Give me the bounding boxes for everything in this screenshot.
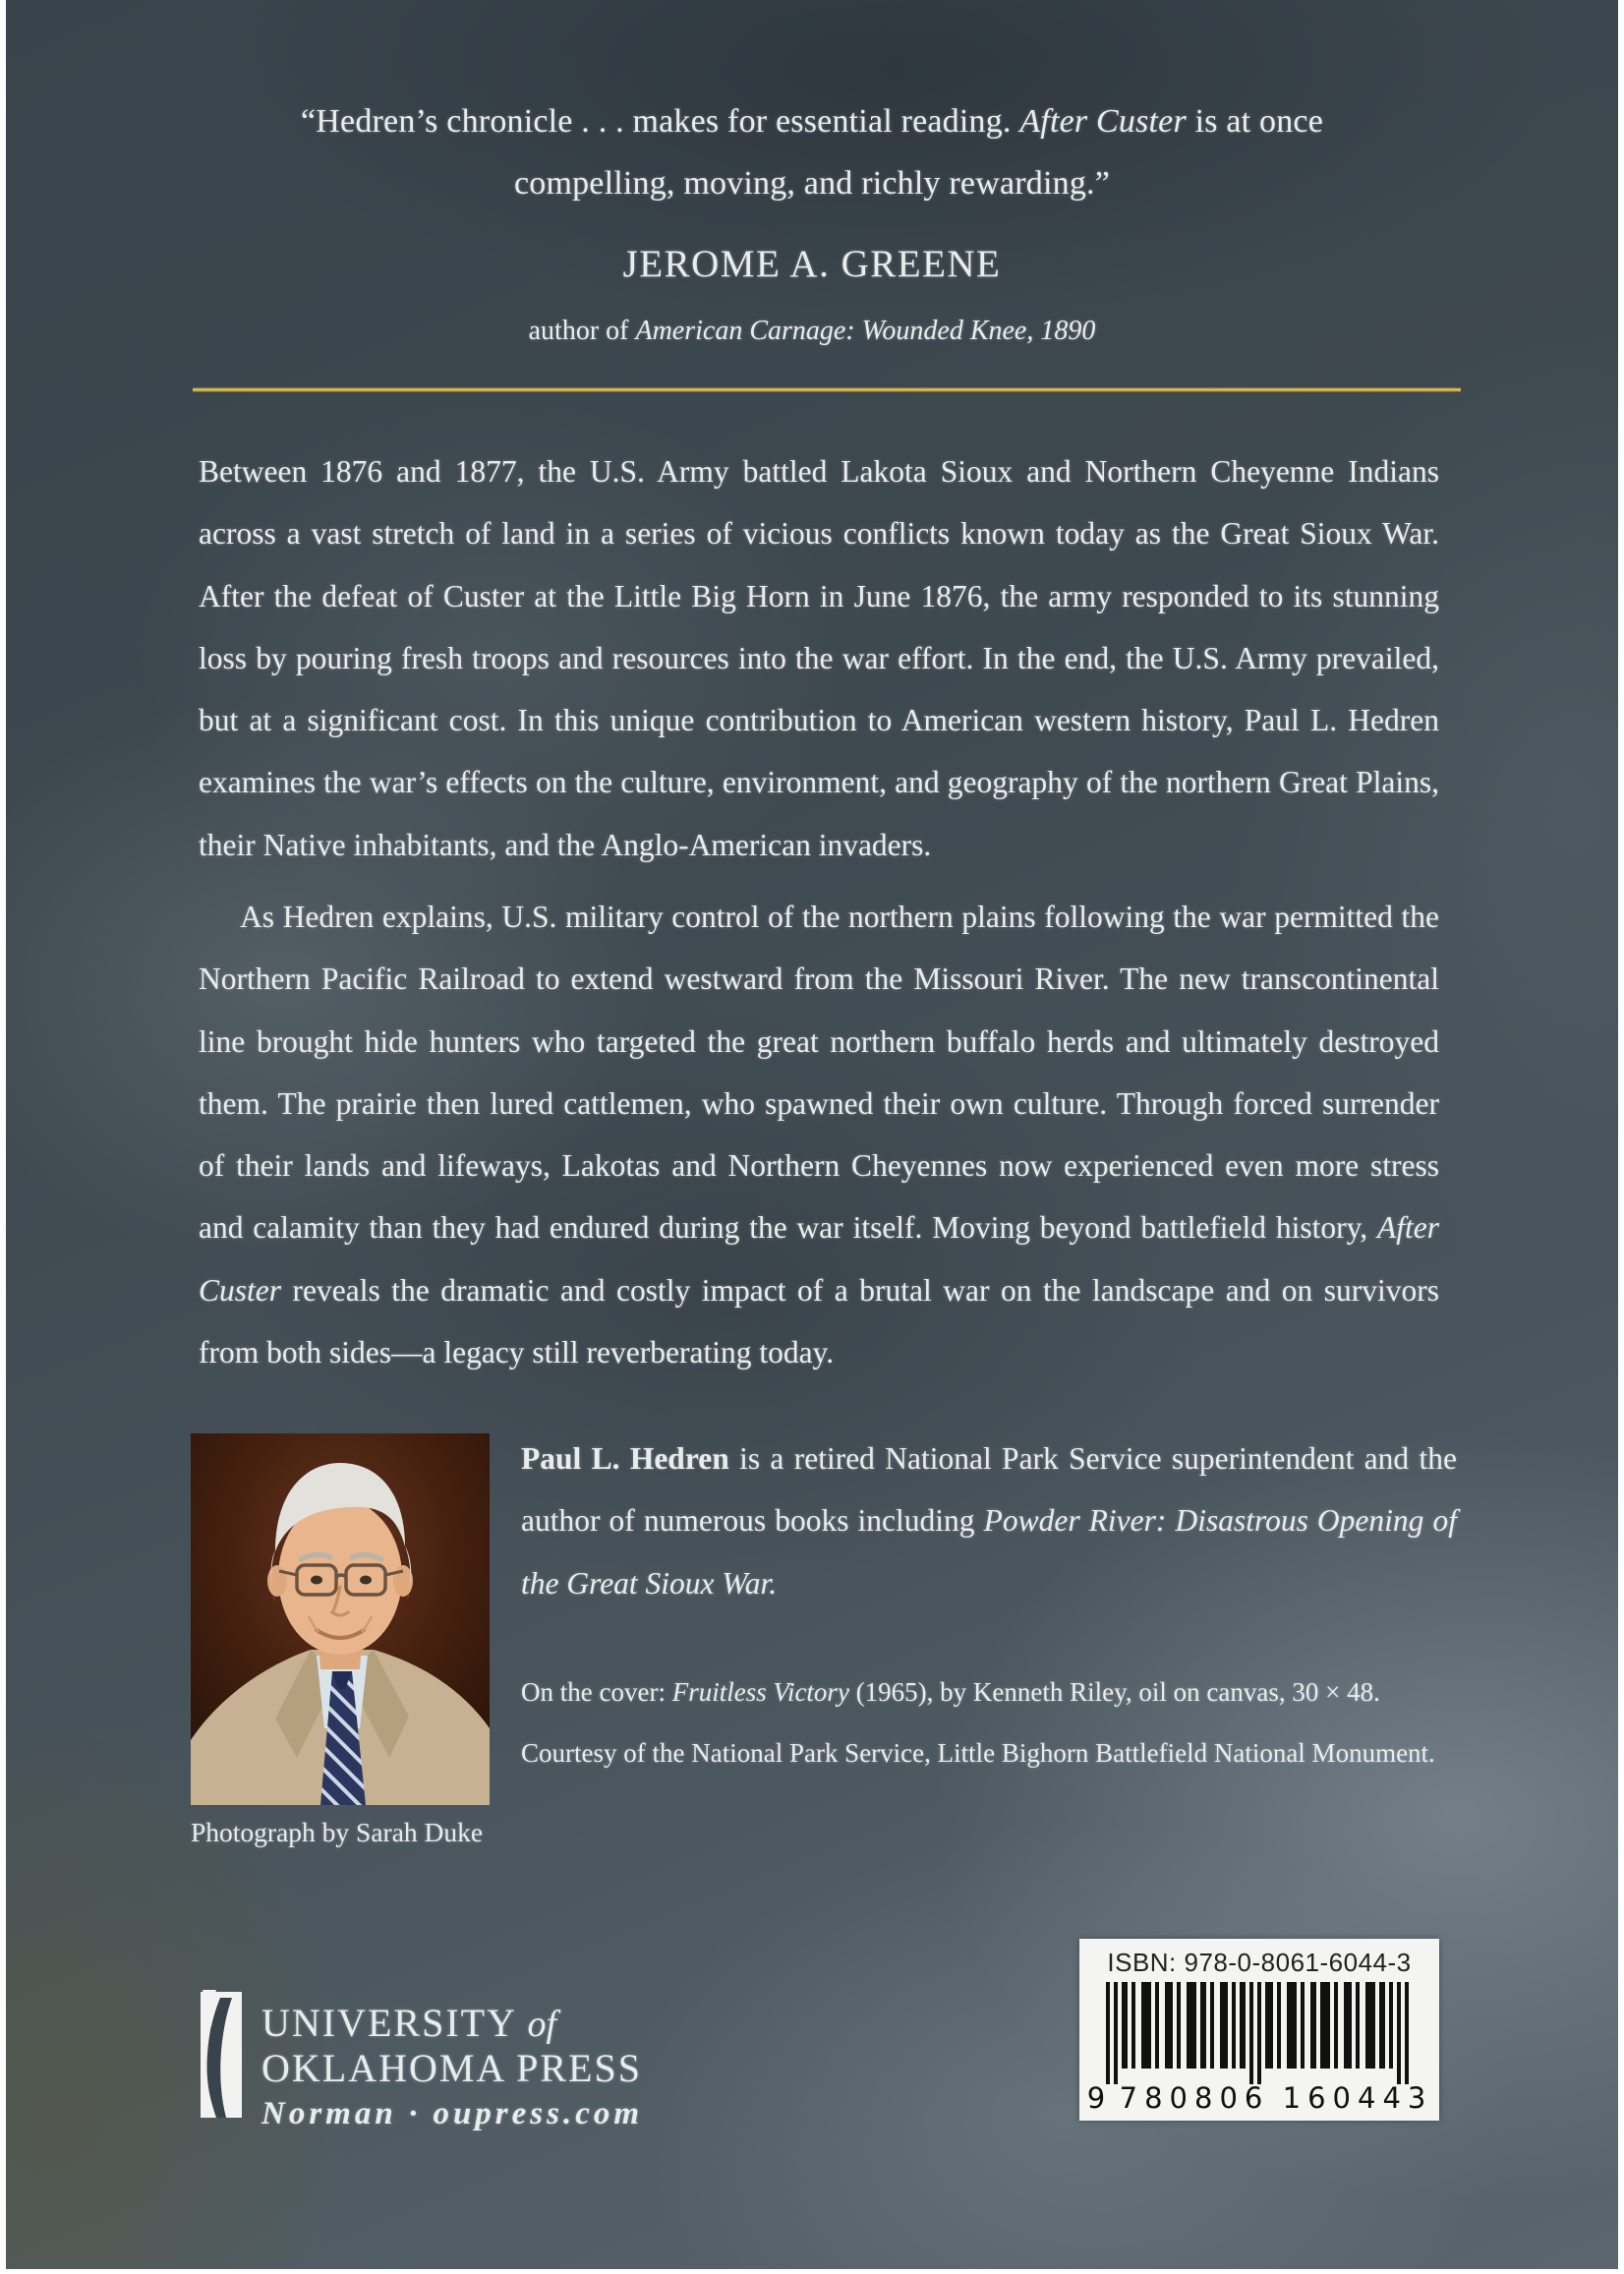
author-bio: [521, 1428, 1457, 1614]
barcode-bars: [1097, 1982, 1421, 2084]
barcode-digits-mid: 780806: [1119, 2081, 1270, 2115]
bio-book-title: Powder River: Disastrous Opening of the Great Sioux War.: [521, 1503, 1457, 1601]
review-quote: [232, 90, 1392, 214]
cover-art-note: [521, 1662, 1473, 1783]
isbn-barcode: [1079, 1939, 1439, 2121]
isbn-number: ISBN: 978-0-8061-6044-3: [1107, 1948, 1412, 1977]
publisher-city-url: Norman · oupress.com: [261, 2096, 644, 2131]
paragraph2-book-title: After Custer: [199, 1210, 1439, 1308]
publisher-of: of: [527, 2004, 557, 2045]
author-name: Paul L. Hedren: [521, 1441, 729, 1476]
publisher-name-line2: OKLAHOMA PRESS: [261, 2046, 642, 2090]
description-paragraph-2: [199, 886, 1439, 1383]
credit-prefix: author of: [528, 316, 636, 346]
description-paragraph-1: Between 1876 and 1877, the U.S. Army battled Lakota Sioux and Northern Cheyenne Indians across a vast stretch of land in a series of vicious conflicts known today as the Great Sioux War. After the defeat of Custer at the Little Big Horn in June 1876, the army responded to its stunning loss by pouring fresh troops and resources into the war effort. In the end, the U.S. Army prevailed, but at a significant cost. In this unique contribution to American western history, Paul L. Hedren examines the war’s effects on the culture, environment, and geography of the northern Great Plains, their Native inhabitants, and the Anglo-American invaders.: [199, 454, 1439, 862]
quote-text-end: is at once compelling, moving, and richly rewarding.”: [513, 103, 1323, 202]
gold-divider-rule: [193, 387, 1461, 392]
publisher-logo: [189, 1988, 643, 2136]
barcode-digits: [1079, 2081, 1439, 2115]
bio-text-body: is a retired National Park Service superintendent and the author of numerous books including: [521, 1441, 1457, 1539]
quote-book-title: After Custer: [1019, 103, 1187, 140]
photo-credit: Photograph by Sarah Duke: [191, 1817, 484, 1847]
paragraph2-text-end: reveals the dramatic and costly impact of a brutal war on the landscape and on survivors from both sides—a legacy still reverberating today.: [199, 1272, 1439, 1370]
barcode-digit-left: 9: [1086, 2081, 1106, 2115]
publisher-name-line1: [261, 2002, 643, 2046]
book-back-cover: [6, 0, 1618, 2269]
quote-attribution: JEROME A. GREENE: [622, 243, 1002, 285]
quill-feather-icon: [189, 1988, 246, 2122]
cover-note-rest: (1965), by Kenneth Riley, oil on canvas, 30 × 48. Courtesy of the National Park Service, Little Bighorn Battlefield National Monument.: [521, 1677, 1435, 1768]
publisher-university: UNIVERSITY: [261, 2001, 528, 2045]
paragraph2-text: As Hedren explains, U.S. military control of the northern plains following the war permitted the Northern Pacific Railroad to extend westward from the Missouri River. The new transcontinental line brought hide hunters who targeted the great northern buffalo herds and ultimately destroyed them. The prairie then lured cattlemen, who spawned their own culture. Through forced surrender of their lands and lifeways, Lakotas and Northern Cheyennes now experienced even more stress and calamity than they had endured during the war itself. Moving beyond battlefield history,: [199, 900, 1439, 1246]
cover-note-prefix: On the cover:: [521, 1677, 672, 1707]
quote-attribution-credit: [6, 316, 1618, 347]
quote-text: “Hedren’s chronicle . . . makes for essential reading.: [300, 103, 1020, 140]
credit-book-title: American Carnage: Wounded Knee, 1890: [635, 316, 1096, 346]
barcode-digits-right: 160443: [1282, 2081, 1433, 2115]
author-photo: [191, 1433, 490, 1805]
cover-note-title: Fruitless Victory: [671, 1677, 849, 1707]
